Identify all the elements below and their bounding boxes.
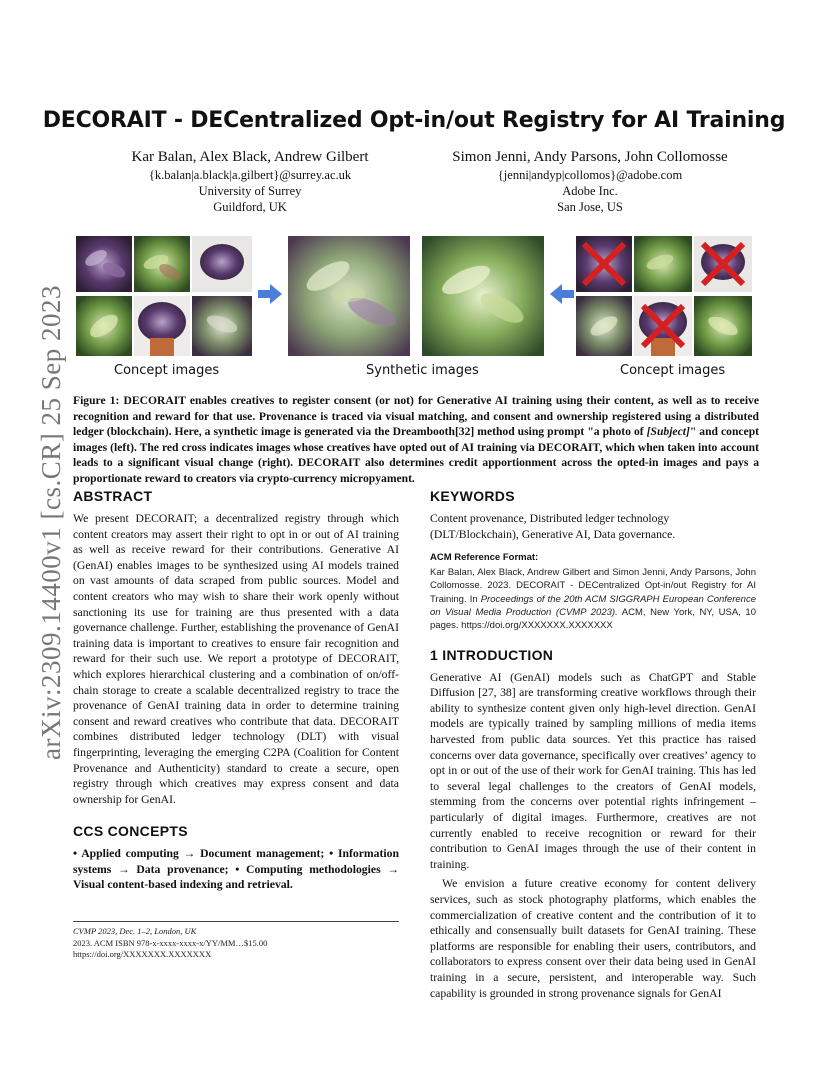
footnote-divider xyxy=(73,921,399,922)
concept-image-opted-out-1 xyxy=(576,236,632,292)
right-column xyxy=(430,488,756,1001)
arxiv-identifier: arXiv:2309.14400v1 [cs.CR] 25 Sep 2023 xyxy=(36,285,66,760)
left-column xyxy=(73,488,399,893)
introduction-paragraph-1: Generative AI (GenAI) models such as ChatGPT and Stable Diffusion [27, 38] are transforming creative workflows through their ability to synthesize content given only high-level direction. GenAI models are typically trained by sampling millions of media items harvested from public data sources. Yet this practice has raised concerns over data governance, specifically over creatives’ agency to opt in or out of the use of their work for GenAI training. This has led to several legal challenges to the creators of GenAI models, stemming from the concerns over potential rights infringement – particularly of digital images. Furthermore, creatives are not currently enabled to receive recognition or reward for their contribution to GenAI images through the use of their content in training. xyxy=(430,670,756,871)
figure-label-concept-left: Concept images xyxy=(114,363,220,378)
keywords-text: Content provenance, Distributed ledger technology (DLT/Blockchain), Generative AI, Data governance. xyxy=(430,512,676,541)
figure-label-concept-right: Concept images xyxy=(620,363,726,378)
ccs-text: • Applied computing → Document management; • Information systems → Data provenance; • Computing methodologies → Visual content-based indexing and retrieval. xyxy=(73,847,399,892)
ccs-heading: CCS CONCEPTS xyxy=(73,823,188,840)
concept-image-7 xyxy=(634,236,692,292)
author-email: {jenni|andyp|collomos}@adobe.com xyxy=(497,168,683,182)
arrow-right-icon xyxy=(258,284,282,304)
concept-image-9 xyxy=(694,296,752,356)
footnote-isbn: 2023. ACM ISBN 978-x-xxxx-xxxx-x/YY/MM…$15.00 xyxy=(73,937,268,948)
abstract-heading: ABSTRACT xyxy=(73,488,153,504)
caption-text-continued: " and concept images (left). The red cross indicates images whose creatives have opted out of AI training via DECORAIT, which when taken into account leads to a significant visual change (right). DECORAIT also determines credit apportionment across the opted-in images and pays a proportionate reward to creators via crypto-currency micropyament. xyxy=(73,425,759,485)
abstract-text: We present DECORAIT; a decentralized registry through which content creators may assert their right to opt in or out of AI training as well as receive reward for their contributions. Generative AI (GenAI) enables images to be synthesized using AI models trained on vast amounts of data scraped from public sources. Model and content creators who may wish to share their work openly without sanctioning its use for training are thus presented with a data governance challenge. Further, establishing the provenance of GenAI training data is important to creatives to ensure fair recognition and reward for their such use. We report a prototype of DECORAIT, which explores hierarchical clustering and a combination of on/off-chain storage to create a scalable decentralized registry to trace the provenance of GenAI training data in order to determine training consent and reward creatives who contribute that data. DECORAIT combines distributed ledger technology (DLT) with visual fingerprinting, leveraging the emerging C2PA (Coalition for Content Provenance and Authenticity) standard to create a secure, open registry through which creatives may express consent and data ownership for GenAI. xyxy=(73,512,399,806)
concept-image-5 xyxy=(134,296,190,356)
synthetic-image-after xyxy=(422,236,544,356)
concept-image-1 xyxy=(76,236,132,292)
figure-1 xyxy=(76,236,752,384)
keywords-heading: KEYWORDS xyxy=(430,488,515,504)
concept-image-opted-out-3 xyxy=(634,296,692,356)
figure-label-synthetic: Synthetic images xyxy=(366,363,479,378)
author-location: San Jose, US xyxy=(557,200,623,214)
introduction-paragraph-2: We envision a future creative economy for content delivery services, such as stock photography platforms, which enables the commercialization of creative content and the contribution of it to ethically and consensually built datasets for GenAI training. These platforms are responsible for enabling their users, contributors, and collaborators to express consent over their data being used in GenAI training in a secure, persistent, and interoperable way. Such capability is grounded in strong provenance signals for GenAI xyxy=(430,877,756,1000)
author-location: Guildford, UK xyxy=(213,200,287,214)
paper-title: DECORAIT - DECentralized Opt-in/out Registry for AI Training xyxy=(42,108,786,133)
concept-image-6 xyxy=(192,296,252,356)
concept-image-4 xyxy=(76,296,132,356)
author-affiliation: University of Surrey xyxy=(198,184,302,198)
acm-reference-text xyxy=(430,566,756,632)
concept-image-opted-out-2 xyxy=(694,236,752,292)
acm-reference-venue: Proceedings of the 20th ACM SIGGRAPH European Conference on Visual Media Production (CVMP 2023). xyxy=(430,593,756,619)
author-block-surrey xyxy=(80,148,420,215)
author-names: Simon Jenni, Andy Parsons, John Collomosse xyxy=(452,149,728,165)
caption-text: Figure 1: DECORAIT enables creatives to register consent (or not) for Generative AI training using their content, as well as to receive recognition and reward for that use. Provenance is traced via visual matching, and consent and ownership registered using a distributed ledger (blockchain). Here, a synthetic image is generated via the Dreambooth[32] method using prompt "a photo of xyxy=(73,394,759,438)
figure-caption xyxy=(73,393,759,486)
arrow-left-icon xyxy=(550,284,574,304)
author-names: Kar Balan, Alex Black, Andrew Gilbert xyxy=(131,149,369,165)
introduction-heading: 1 INTRODUCTION xyxy=(430,646,554,663)
footnote xyxy=(73,926,399,961)
author-block-adobe xyxy=(420,148,760,215)
concept-image-2 xyxy=(134,236,190,292)
concept-image-3 xyxy=(192,236,252,292)
footnote-doi: https://doi.org/XXXXXXX.XXXXXXX xyxy=(73,949,212,959)
footnote-venue: CVMP 2023, Dec. 1–2, London, UK xyxy=(73,926,197,936)
acm-reference-heading: ACM Reference Format: xyxy=(430,552,539,564)
author-affiliation: Adobe Inc. xyxy=(562,184,618,198)
acm-reference-authors: Kar Balan, Alex Black, Andrew Gilbert and Simon Jenni, Andy Parsons, John Collomosse. 2023. DECORAIT - DECentralized Opt-in/out Registry for AI Training. In xyxy=(430,567,756,605)
synthetic-image-before xyxy=(288,236,410,356)
concept-image-8 xyxy=(576,296,632,356)
acm-reference-publisher: ACM, New York, NY, USA, 10 pages. https://doi.org/XXXXXXX.XXXXXXX xyxy=(430,607,756,632)
caption-subject: [Subject] xyxy=(646,425,690,438)
author-email: {k.balan|a.black|a.gilbert}@surrey.ac.uk xyxy=(148,168,352,182)
